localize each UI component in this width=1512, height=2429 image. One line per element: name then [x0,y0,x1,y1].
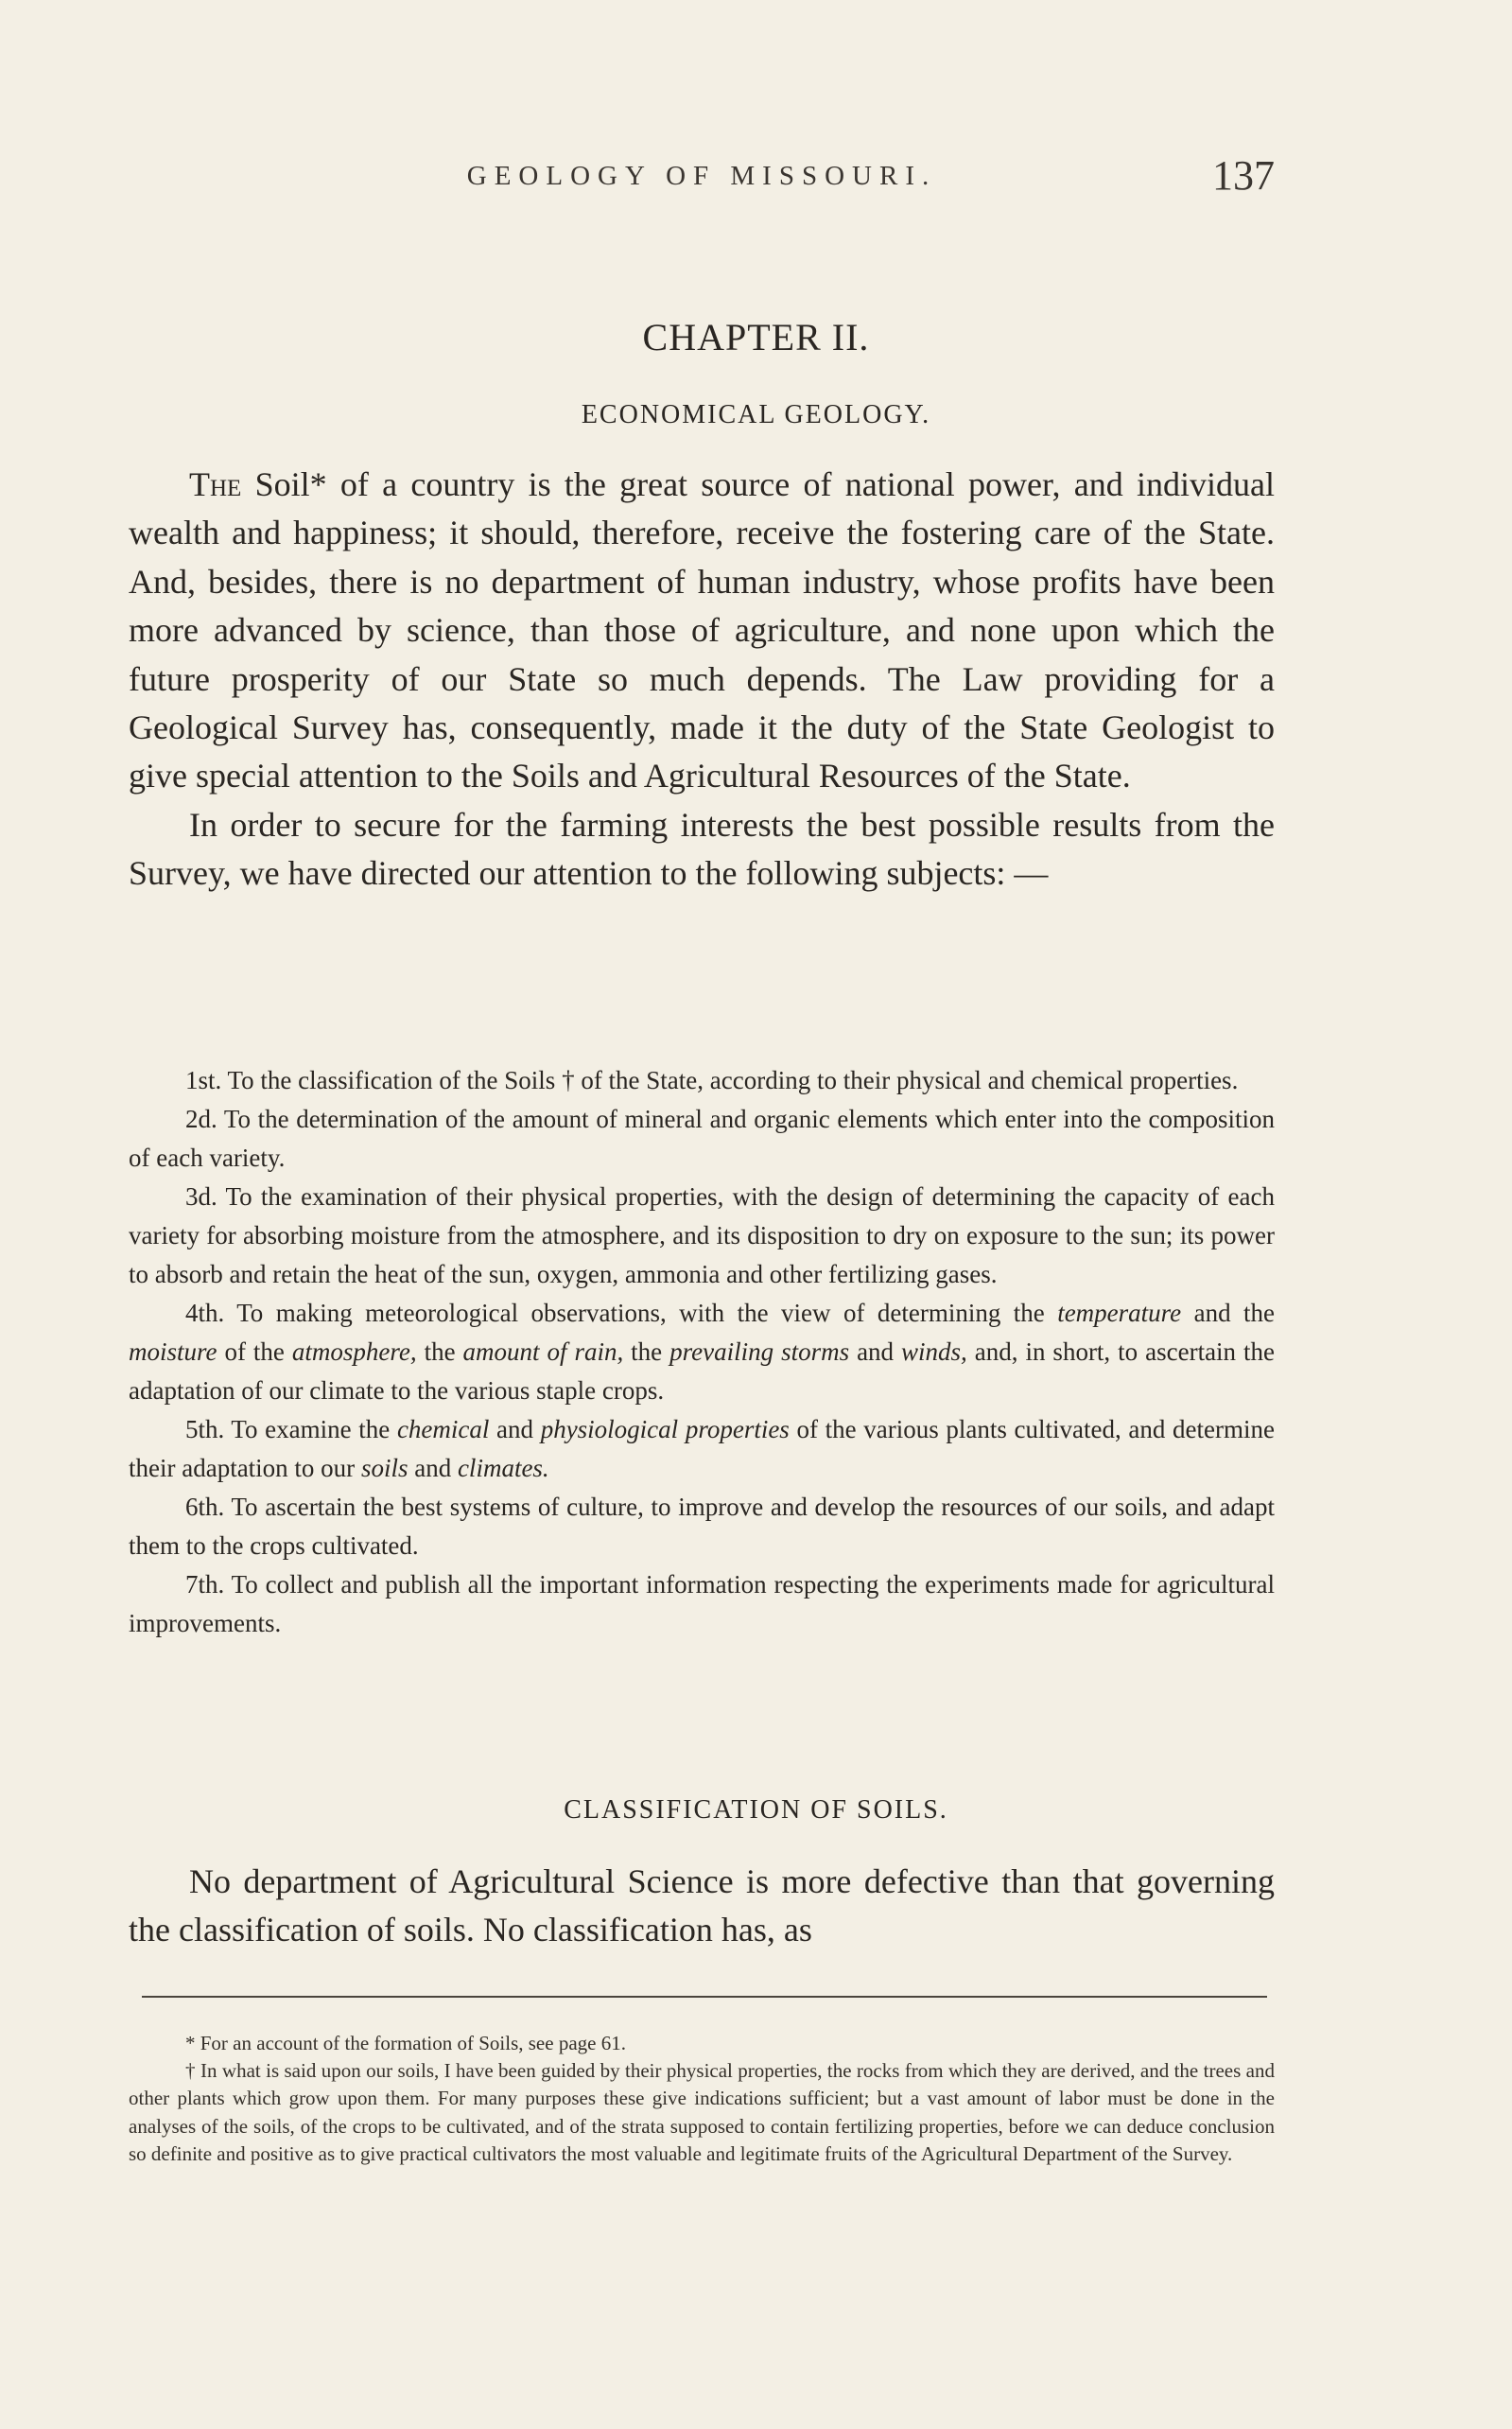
subject-text: and the [1181,1299,1275,1327]
footnote: * For an account of the formation of Soils, see page 61. [185,2032,626,2054]
intro-paragraph-1 [129,461,1275,801]
running-title: GEOLOGY OF MISSOURI. [466,161,937,191]
subject-item: 1st. To the classification of the Soils † of the State, according to their physical and chemical properties. [185,1066,1239,1094]
intro-paragraph-1-text: Soil* of a country is the great source of national power, and individual wealth and happiness; it should, therefore, receive the fostering care of the State. And, besides, there is no department of human industry, whose profits have been more advanced by science, than those of agriculture, and none upon which the future prosperity of our State so much depends. The Law providing for a Geological Survey has, consequently, made it the duty of the State Geologist to give special attention to the Soils and Agricultural Resources of the State. [129,465,1275,795]
subject-text: the [416,1337,463,1366]
subject-item: 2d. To the determination of the amount of mineral and organic elements which enter into the composition of each variety. [129,1105,1275,1172]
running-head [129,151,1275,208]
subject-emphasis: soils [360,1454,408,1482]
chapter-title: CHAPTER II. [642,316,870,358]
subject-emphasis: atmosphere, [291,1337,417,1366]
classification-text [129,1858,1275,1955]
subject-emphasis: winds, [901,1337,967,1366]
subject-emphasis: prevailing storms [669,1337,850,1366]
subject-text: 5th. To examine the [185,1415,397,1443]
classification-paragraph: No department of Agricultural Science is more defective than that governing the classification of soils. No classification has, as [129,1862,1275,1949]
subject-emphasis: physiological properties [540,1415,790,1443]
subject-item: 6th. To ascertain the best systems of culture, to improve and develop the resources of our soils, and adapt them to the crops cultivated. [129,1493,1275,1560]
footnote: † In what is said upon our soils, I have been guided by their physical properties, the rocks from which they are derived, and the trees and other plants which grow upon them. For many purposes these give indications sufficient; but a vast amount of labor must be done in the analyses of the soils, of the crops to be cultivated, and of the strata supposed to contain fertilizing properties, before we can deduce conclusion so definite and positive as to give practical cultivators the most valuable and legitimate fruits of the Agricultural Department of the Survey. [129,2059,1275,2165]
subject-emphasis: chemical [396,1415,490,1443]
subject-text: and [849,1337,902,1366]
subject-emphasis: moisture [129,1337,217,1366]
subject-text: the [623,1337,670,1366]
footnote-divider [142,1996,1267,1998]
subject-emphasis: amount of rain, [462,1337,624,1366]
subject-text: and, in short, to ascertain the adaptation of our climate to the various staple crops. [129,1337,1275,1405]
subject-text: of the [217,1337,292,1366]
chapter-subtitle: ECONOMICAL GEOLOGY. [581,400,931,429]
section-heading: CLASSIFICATION OF SOILS. [564,1795,948,1825]
page-number: 137 [1212,152,1275,199]
lead-word: The [189,465,242,503]
intro-paragraph-2: In order to secure for the farming interests the best possible results from the Survey, we have directed our attention to the following subjects: — [129,805,1275,893]
subject-text: of the various plants cultivated, and determine their adaptation to our [129,1415,1276,1482]
subject-emphasis: climates. [457,1454,549,1482]
subject-item [129,1294,1275,1410]
subject-item [129,1410,1275,1488]
footnotes [129,2030,1275,2168]
subject-item: 3d. To the examination of their physical properties, with the design of determining the capacity of each variety for absorbing moisture from the atmosphere, and its disposition to dry on exposure to the sun; its power to absorb and retain the heat of the sun, oxygen, ammonia and other fertilizing gases. [129,1182,1275,1288]
subject-text: and [408,1454,458,1482]
subject-emphasis: temperature [1057,1299,1182,1327]
subjects-list [129,1061,1275,1643]
intro-text [129,461,1275,899]
subject-text: 4th. To making meteorological observations, with the view of determining the [185,1299,1058,1327]
subject-text: and [489,1415,541,1443]
subject-item: 7th. To collect and publish all the important information respecting the experiments made for agricultural improvements. [129,1570,1275,1637]
